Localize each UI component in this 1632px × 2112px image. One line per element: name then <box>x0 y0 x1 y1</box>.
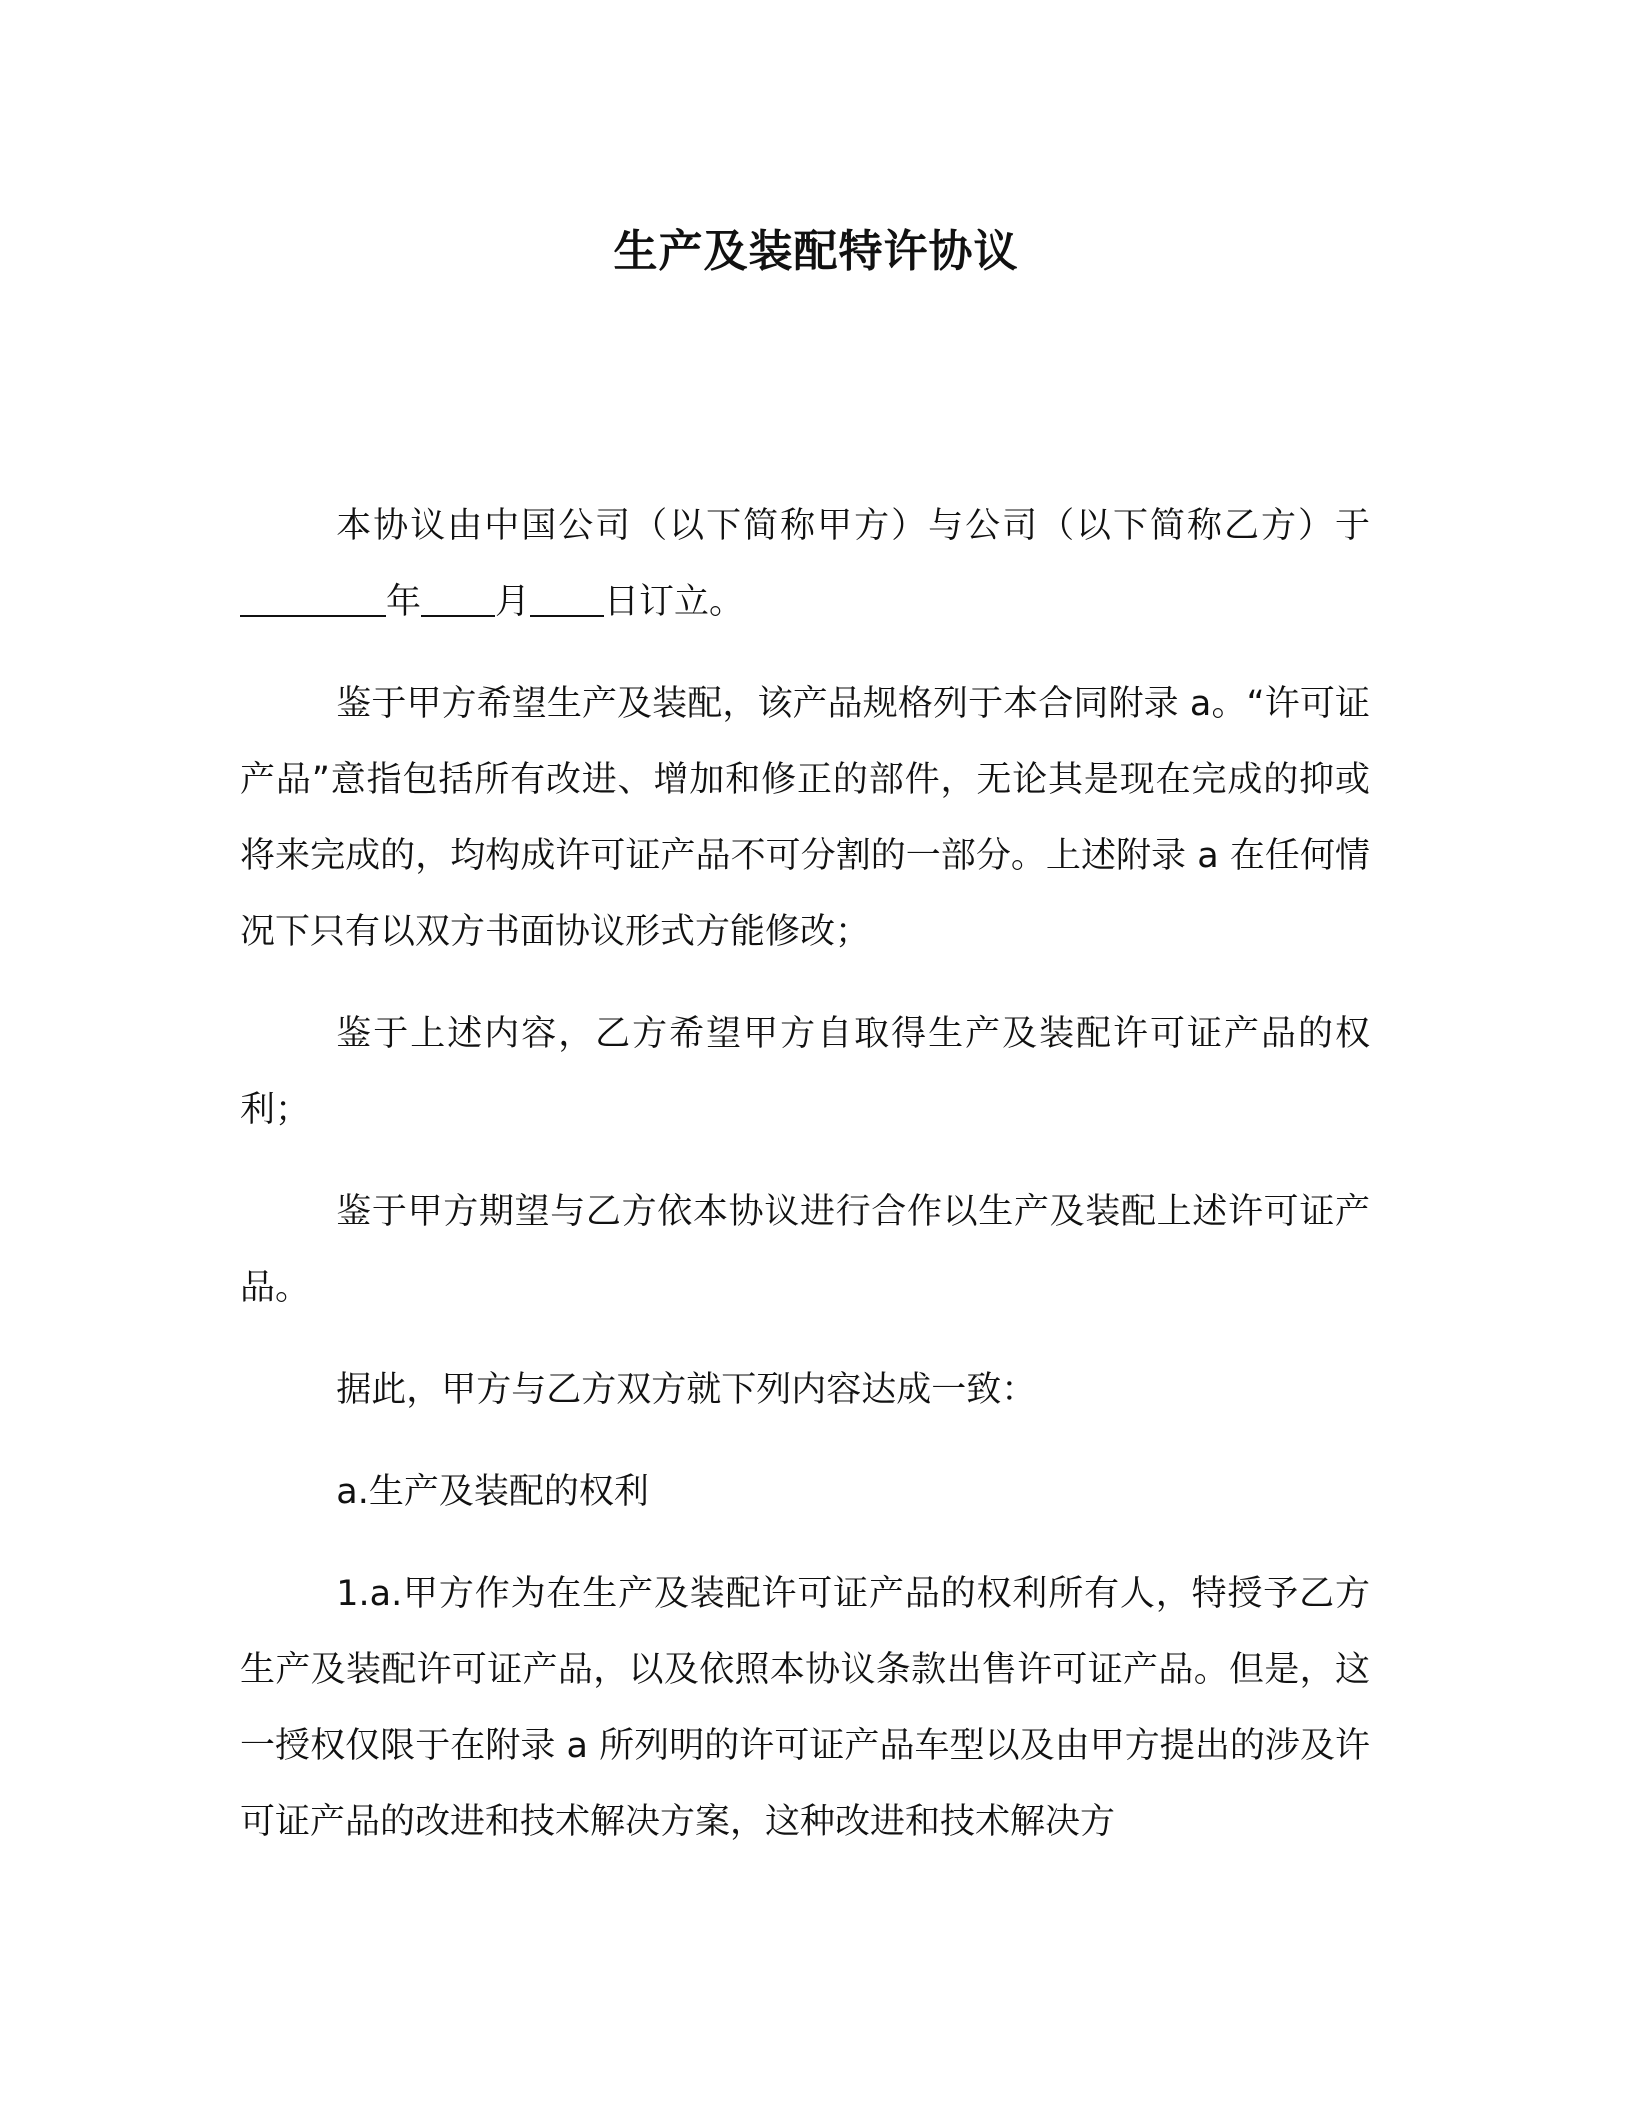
clause-1a: 1.a.甲方作为在生产及装配许可证产品的权利所有人，特授予乙方生产及装配许可证产品，以及依照本协议条款出售许可证产品。但是，这一授权仅限于在附录 a 所列明的许可证产品车型以及由甲方提出的涉及许可证产品的改进和技术解决方案，这种改进和技术解决方 <box>240 1574 1370 1842</box>
section-heading-a: a.生产及装配的权利 <box>336 1472 649 1512</box>
paragraph-whereas-cooperation: 鉴于甲方期望与乙方依本协议进行合作以生产及装配上述许可证产品。 <box>240 1192 1370 1308</box>
year-label: 年 <box>386 582 422 622</box>
month-label: 月 <box>495 582 531 622</box>
month-blank <box>421 579 495 617</box>
document-title: 生产及装配特许协议 <box>613 226 1019 277</box>
paragraph-whereas-rights: 鉴于上述内容，乙方希望甲方自取得生产及装配许可证产品的权利； <box>240 1014 1370 1130</box>
document-body <box>240 488 1370 1886</box>
intro-text: 本协议由中国公司（以下简称甲方）与公司（以下简称乙方）于 <box>336 506 1370 546</box>
day-blank <box>530 579 604 617</box>
day-label: 日订立。 <box>604 582 745 622</box>
year-blank <box>240 579 386 617</box>
paragraph-agreement: 据此，甲方与乙方双方就下列内容达成一致： <box>336 1370 1037 1410</box>
intro-paragraph <box>240 488 1370 640</box>
paragraph-whereas-product: 鉴于甲方希望生产及装配，该产品规格列于本合同附录 a。“许可证产品”意指包括所有改进、增加和修正的部件，无论其是现在完成的抑或将来完成的，均构成许可证产品不可分割的一部分。上述附录 a 在任何情况下只有以双方书面协议形式方能修改； <box>240 684 1370 952</box>
